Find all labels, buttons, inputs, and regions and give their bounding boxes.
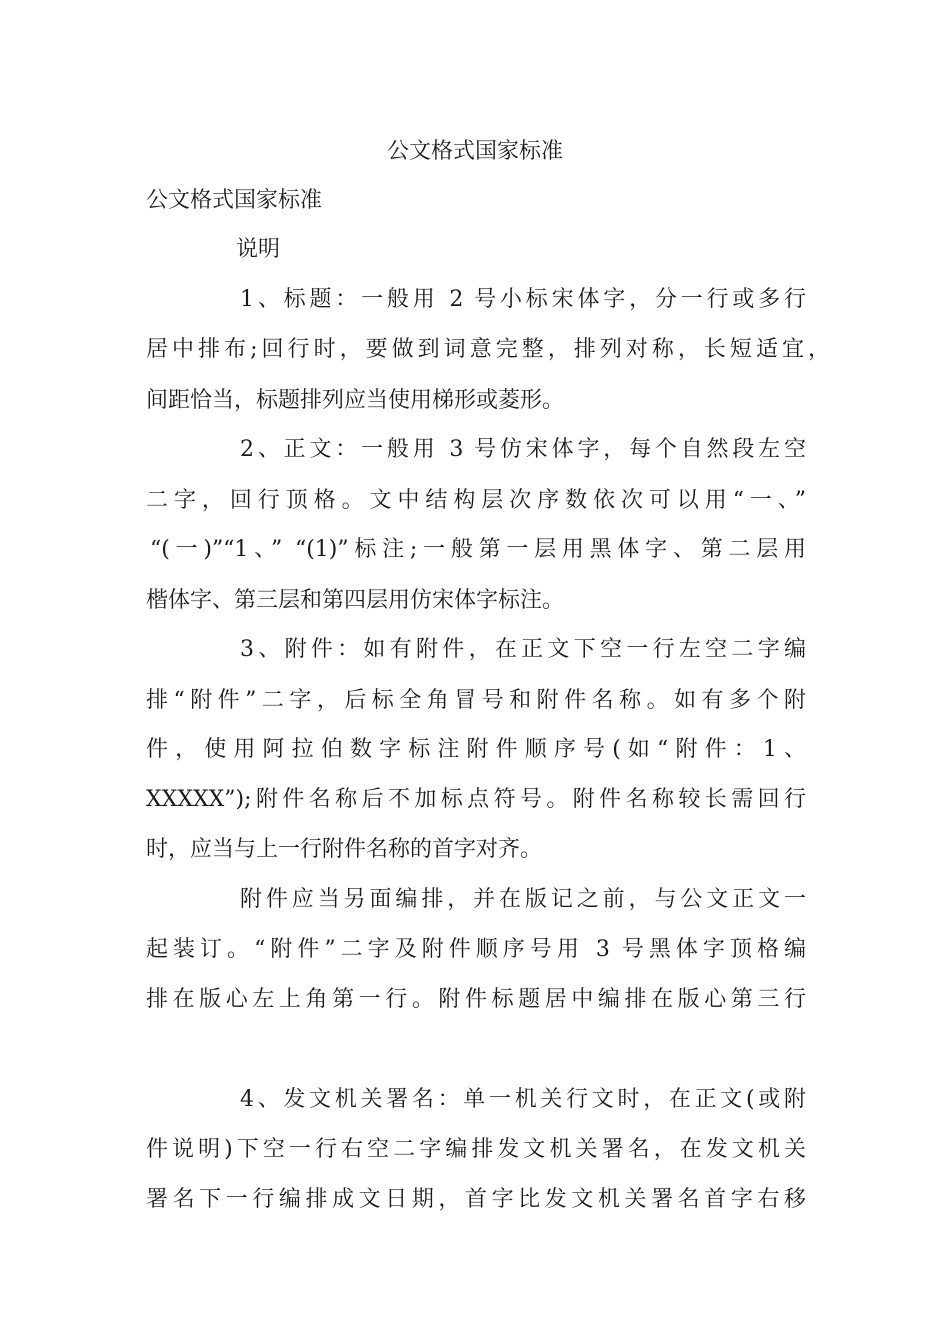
item4-line2: 件说明)下空一行右空二字编排发文机关署名，在发文机关	[146, 1137, 806, 1162]
item2-line1: 2、正文：一般用 3 号仿宋体字，每个自然段左空	[240, 437, 806, 462]
attach-para-line1: 附件应当另面编排，并在版记之前，与公文正文一	[240, 887, 806, 912]
item4-line3: 署名下一行编排成文日期，首字比发文机关署名首字右移	[146, 1187, 806, 1212]
item3-line1: 3、附件：如有附件，在正文下空一行左空二字编	[240, 637, 806, 662]
item1-line2: 居中排布;回行时，要做到词意完整，排列对称，长短适宜，	[146, 337, 830, 362]
item2-line4: 楷体字、第三层和第四层用仿宋体字标注。	[146, 588, 565, 613]
item1-line3: 间距恰当，标题排列应当使用梯形或菱形。	[146, 388, 565, 413]
item1-line1: 1、标题：一般用 2 号小标宋体字，分一行或多行	[240, 287, 806, 312]
item3-line2: 排“附件”二字，后标全角冒号和附件名称。如有多个附	[146, 688, 806, 713]
section-heading: 说明	[236, 237, 281, 262]
item3-line4: XXXXX”);附件名称后不加标点符号。附件名称较长需回行	[146, 787, 806, 812]
attach-para-line3: 排在版心左上角第一行。附件标题居中编排在版心第三行	[146, 987, 806, 1012]
attach-para-line2: 起装订。“附件”二字及附件顺序号用 3 号黑体字顶格编	[146, 937, 806, 962]
item4-line1: 4、发文机关署名：单一机关行文时，在正文(或附	[240, 1087, 806, 1112]
subtitle: 公文格式国家标准	[146, 188, 323, 213]
item3-line5: 时，应当与上一行附件名称的首字对齐。	[146, 837, 543, 862]
item3-line3: 件，使用阿拉伯数字标注附件顺序号(如“附件：1、	[146, 737, 806, 762]
page-title: 公文格式国家标准	[386, 139, 563, 164]
item2-line3: “(一)”“1、” “(1)”标注;一般第一层用黑体字、第二层用	[150, 537, 806, 562]
item2-line2: 二字，回行顶格。文中结构层次序数依次可以用“一、”	[146, 488, 806, 513]
